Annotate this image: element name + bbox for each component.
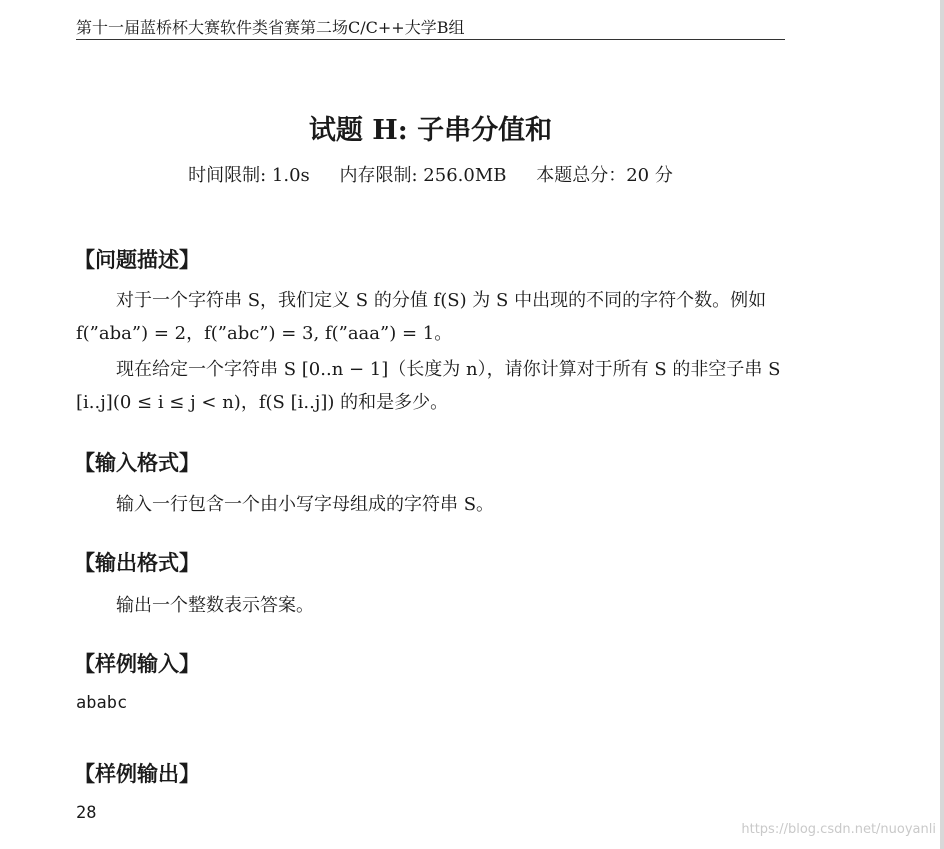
sample-input-heading: 【样例输入】 <box>74 651 200 676</box>
scrollbar-track[interactable] <box>940 0 944 849</box>
time-limit: 时间限制: 1.0s <box>188 165 310 186</box>
description-heading: 【问题描述】 <box>74 247 200 272</box>
running-header: 第十一届蓝桥杯大赛软件类省赛第二场C/C++大学B组 <box>76 18 465 37</box>
problem-title: 试题 H: 子串分值和 <box>308 115 553 146</box>
sample-input-value: ababc <box>76 693 128 713</box>
sample-output-value: 28 <box>76 803 97 823</box>
limits-line <box>76 161 785 187</box>
input-format-text: 输入一行包含一个由小写字母组成的字符串 S。 <box>116 494 495 515</box>
watermark: https://blog.csdn.net/nuoyanli <box>741 822 936 837</box>
header-rule <box>76 39 785 40</box>
input-format-heading: 【输入格式】 <box>74 450 200 475</box>
sample-output-heading: 【样例输出】 <box>74 761 200 786</box>
memory-limit: 内存限制: 256.0MB <box>339 165 507 186</box>
output-format-text: 输出一个整数表示答案。 <box>116 595 314 616</box>
description-paragraph-1: 对于一个字符串 S，我们定义 S 的分值 f(S) 为 S 中出现的不同的字符个数。例如 f(”aba”) = 2，f(”abc”) = 3, f(”aaa”) = 1。 <box>76 290 767 344</box>
output-format-heading: 【输出格式】 <box>74 550 200 575</box>
total-score: 本题总分：20 分 <box>536 165 673 186</box>
description-paragraph-2: 现在给定一个字符串 S [0..n − 1]（长度为 n），请你计算对于所有 S 的非空子串 S [i..j](0 ≤ i ≤ j < n)，f(S [i..j]) 的和是多少。 <box>76 359 781 413</box>
